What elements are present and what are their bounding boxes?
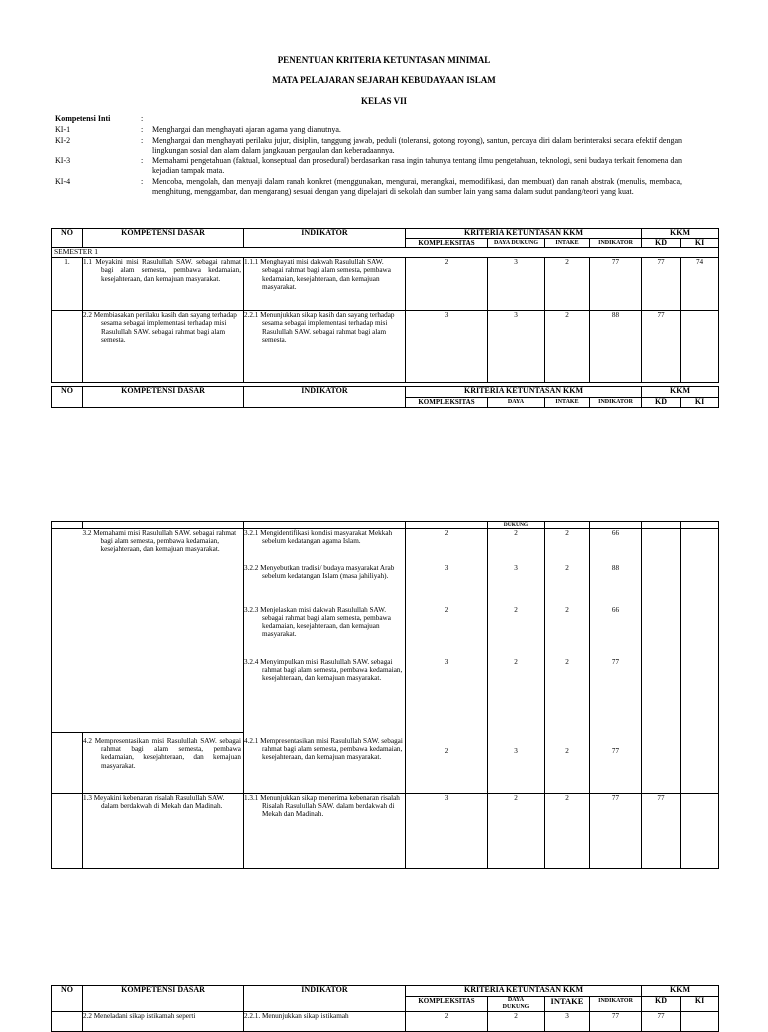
ki1-code: KI-1	[55, 125, 71, 134]
row-indikator: 2.2.1. Menunjukkan sikap istikamah	[244, 1012, 406, 1032]
header-daya: DAYA	[488, 398, 545, 408]
table-row	[52, 794, 719, 869]
row-indikator-score: 77	[590, 794, 642, 869]
row-kompetensi-1-3: 1.3 Meyakini kebenaran risalah Rasulullah SAW. dalam berdakwah di Mekah dan Madinah.	[83, 794, 244, 869]
ki4-colon: :	[141, 177, 144, 186]
row-kompetensi: 1.1 Meyakini misi Rasulullah SAW. sebagai rahmat bagi alam semesta, pembawa kedamaian, kesejahteraan, dan kemajuan masyarakat.	[83, 258, 244, 311]
row-daya-dukung: 3	[488, 258, 545, 311]
row-daya-dukung: 3	[488, 564, 545, 606]
row-intake: 2	[545, 564, 590, 606]
row-indikator: 2.2.1 Menunjukkan sikap kasih dan sayang terhadap sesama sebagai implementasi terhadap misi Rasulullah SAW. sebagai rahmat bagi alam semesta.	[244, 311, 406, 383]
semester-label: SEMESTER 1	[52, 248, 719, 258]
header-dukung-fragment: DUKUNG	[488, 522, 545, 529]
header-indikator-small: INDIKATOR	[590, 997, 642, 1012]
row-kkm-kd: 77	[642, 1012, 681, 1032]
row-daya-dukung: 2	[488, 1012, 545, 1032]
row-indikator-score: 77	[590, 1012, 642, 1032]
header-daya: DAYA	[507, 997, 525, 1003]
ki2-colon: :	[141, 136, 144, 145]
header-kriteria: KRITERIA KETUNTASAN KKM	[406, 229, 642, 239]
header-intake: INTAKE	[545, 398, 590, 408]
header-kompleksitas: KOMPLEKSITAS	[406, 239, 488, 248]
row-indikator: 1.3.1 Menunjukkan sikap menerima kebenaran risalah Risalah Rasulullah SAW. dalam berdakwah di Mekah dan Madinah.	[244, 794, 406, 869]
row-indikator-score: 66	[590, 529, 642, 564]
header-indikator: INDIKATOR	[244, 986, 406, 1012]
ki1-colon: :	[141, 125, 144, 134]
table-row	[52, 1012, 719, 1032]
row-kompetensi-4-2: 4.2 Mempresentasikan misi Rasulullah SAW. sebagai rahmat bagi alam semesta, pembawa kedamaian, kesejahteraan, dan kemajuan masyarakat.	[83, 733, 244, 794]
row-kompleksitas: 3	[406, 658, 488, 733]
header-kkm-kd: KD	[642, 398, 681, 408]
ki4-code: KI-4	[55, 177, 71, 186]
header-indikator-small: INDIKATOR	[590, 398, 642, 408]
row-kkm-kd: 77	[642, 311, 681, 383]
row-indikator-score: 88	[590, 564, 642, 606]
ki-heading-colon: :	[141, 114, 144, 123]
ki3-colon: :	[141, 156, 144, 165]
row-daya-dukung: 2	[488, 658, 545, 733]
row-indikator: 1.1.1 Menghayati misi dakwah Rasulullah SAW. sebagai rahmat bagi alam semesta, pembawa kedamaian, kesejahteraan, dan kemajuan masyarakat.	[244, 258, 406, 311]
row-intake: 2	[545, 794, 590, 869]
row-intake: 3	[545, 1012, 590, 1032]
ki1-text: Menghargai dan menghayati ajaran agama yang dianutnya.	[152, 125, 341, 134]
row-kkm-kd: 77	[642, 794, 681, 869]
row-indikator-score: 77	[590, 733, 642, 794]
header-indikator: INDIKATOR	[244, 229, 406, 248]
row-intake: 2	[545, 733, 590, 794]
row-indikator-score: 88	[590, 311, 642, 383]
table-row	[52, 529, 719, 564]
kkm-table-4	[51, 985, 719, 1032]
header-indikator-small: INDIKATOR	[590, 239, 642, 248]
header-kkm: KKM	[642, 229, 719, 239]
header-kompleksitas: KOMPLEKSITAS	[406, 398, 488, 408]
row-indikator: 4.2.1 Mempresentasikan misi Rasulullah SAW. sebagai rahmat bagi alam semesta, pembawa kedamaian, kesejahteraan, dan kemajuan masyarakat.	[244, 733, 406, 794]
header-kkm: KKM	[642, 986, 719, 997]
ki2-text: Menghargai dan menghayati perilaku jujur, disiplin, tanggung jawab, peduli (toleransi, gotong royong), santun, percaya diri dalam berinteraksi secara efektif dengan lingkungan sosial dan alam dalam jangkauan pergaulan dan keberadaannya.	[152, 136, 682, 155]
header-kompetensi-dasar: KOMPETENSI DASAR	[83, 387, 244, 408]
row-kompetensi: 2.2 Meneladani sikap istikamah seperti	[83, 1012, 244, 1032]
header-no: NO	[52, 986, 83, 1012]
row-kkm-ki	[681, 311, 719, 383]
header-kompleksitas: KOMPLEKSITAS	[406, 997, 488, 1012]
row-indikator: 3.2.3 Menjelaskan misi dakwah Rasulullah SAW. sebagai rahmat bagi alam semesta, pembawa kedamaian, kesejahteraan, dan kemajuan masyarakat.	[244, 606, 406, 658]
row-kkm-ki: 74	[681, 258, 719, 311]
header-no: NO	[52, 387, 83, 408]
row-indikator-score: 77	[590, 258, 642, 311]
ki-heading: Kompetensi Inti	[55, 114, 111, 123]
row-indikator-score: 66	[590, 606, 642, 658]
row-daya-dukung: 3	[488, 311, 545, 383]
header-kkm-kd: KD	[642, 997, 681, 1012]
row-daya-dukung: 2	[488, 529, 545, 564]
row-kompleksitas: 2	[406, 733, 488, 794]
row-daya-dukung: 3	[488, 733, 545, 794]
row-no: 1.	[52, 258, 83, 311]
row-intake: 2	[545, 258, 590, 311]
row-kompleksitas: 2	[406, 1012, 488, 1032]
header-kkm-ki: KI	[681, 997, 719, 1012]
header-no: NO	[52, 229, 83, 248]
doc-subtitle: MATA PELAJARAN SEJARAH KEBUDAYAAN ISLAM	[272, 75, 496, 85]
ki3-text: Memahami pengetahuan (faktual, konseptual dan prosedural) berdasarkan rasa ingin tahunya tentang ilmu pengetahuan, teknologi, seni budaya terkait fenomena dan kejadian tampak mata.	[152, 156, 682, 175]
kkm-table-2-header	[51, 386, 719, 408]
ki2-code: KI-2	[55, 136, 71, 145]
table-row	[52, 733, 719, 794]
row-no	[52, 311, 83, 383]
header-intake: INTAKE	[545, 239, 590, 248]
header-kriteria: KRITERIA KETUNTASAN KKM	[406, 986, 642, 997]
header-kkm-ki: KI	[681, 239, 719, 248]
row-kompleksitas: 2	[406, 529, 488, 564]
ki3-code: KI-3	[55, 156, 71, 165]
header-dukung: DUKUNG	[502, 1003, 530, 1010]
header-kompetensi-dasar: KOMPETENSI DASAR	[83, 229, 244, 248]
doc-class: KELAS VII	[360, 96, 408, 106]
row-intake: 2	[545, 606, 590, 658]
header-daya-dukung	[488, 997, 545, 1012]
row-daya-dukung: 2	[488, 794, 545, 869]
doc-title: PENENTUAN KRITERIA KETUNTASAN MINIMAL	[277, 55, 491, 65]
row-kompleksitas: 3	[406, 311, 488, 383]
row-indikator: 3.2.4 Menyimpulkan misi Rasulullah SAW. sebagai rahmat bagi alam semesta, pembawa kedamaian, kesejahteraan, dan kemajuan masyarakat.	[244, 658, 406, 733]
header-kriteria: KRITERIA KETUNTASAN KKM	[406, 387, 642, 398]
row-indikator: 3.2.1 Mengidentifikasi kondisi masyarakat Mekkah sebelum kedatangan agama Islam.	[244, 529, 406, 564]
row-kompetensi: 2.2 Membiasakan perilaku kasih dan sayang terhadap sesama sebagai implementasi terhadap misi Rasulullah SAW. sebagai rahmat bagi alam semesta.	[83, 311, 244, 383]
table-row	[52, 311, 719, 383]
header-intake: INTAKE	[545, 997, 590, 1012]
table-row	[52, 258, 719, 311]
row-kompleksitas: 2	[406, 258, 488, 311]
row-indikator: 3.2.2 Menyebutkan tradisi/ budaya masyarakat Arab sebelum kedatangan Islam (masa jahiliyah).	[244, 564, 406, 606]
row-kompleksitas: 3	[406, 794, 488, 869]
header-kkm: KKM	[642, 387, 719, 398]
header-indikator: INDIKATOR	[244, 387, 406, 408]
row-kompetensi-3-2: 3.2 Memahami misi Rasulullah SAW. sebagai rahmat bagi alam semesta, pembawa kedamaian, kesejahteraan, dan kemajuan masyarakat.	[83, 529, 244, 733]
header-kkm-ki: KI	[681, 398, 719, 408]
row-intake: 2	[545, 311, 590, 383]
kkm-table-1	[51, 228, 719, 383]
row-indikator-score: 77	[590, 658, 642, 733]
row-intake: 2	[545, 529, 590, 564]
kkm-table-3	[51, 521, 719, 869]
header-kkm-kd: KD	[642, 239, 681, 248]
row-daya-dukung: 2	[488, 606, 545, 658]
header-kompetensi-dasar: KOMPETENSI DASAR	[83, 986, 244, 1012]
header-daya-dukung: DAYA DUKUNG	[488, 239, 545, 248]
row-intake: 2	[545, 658, 590, 733]
row-kompleksitas: 3	[406, 564, 488, 606]
row-kkm-kd: 77	[642, 258, 681, 311]
row-kompleksitas: 2	[406, 606, 488, 658]
ki4-text: Mencoba, mengolah, dan menyaji dalam ranah konkret (menggunakan, mengurai, merangkai, memodifikasi, dan membuat) dan ranah abstrak (menulis, membaca, menghitung, menggambar, dan mengarang) sesuai dengan yang dipelajari di sekolah dan sumber lain yang sama dalam sudut pandang/teori yang kuat.	[152, 177, 682, 196]
